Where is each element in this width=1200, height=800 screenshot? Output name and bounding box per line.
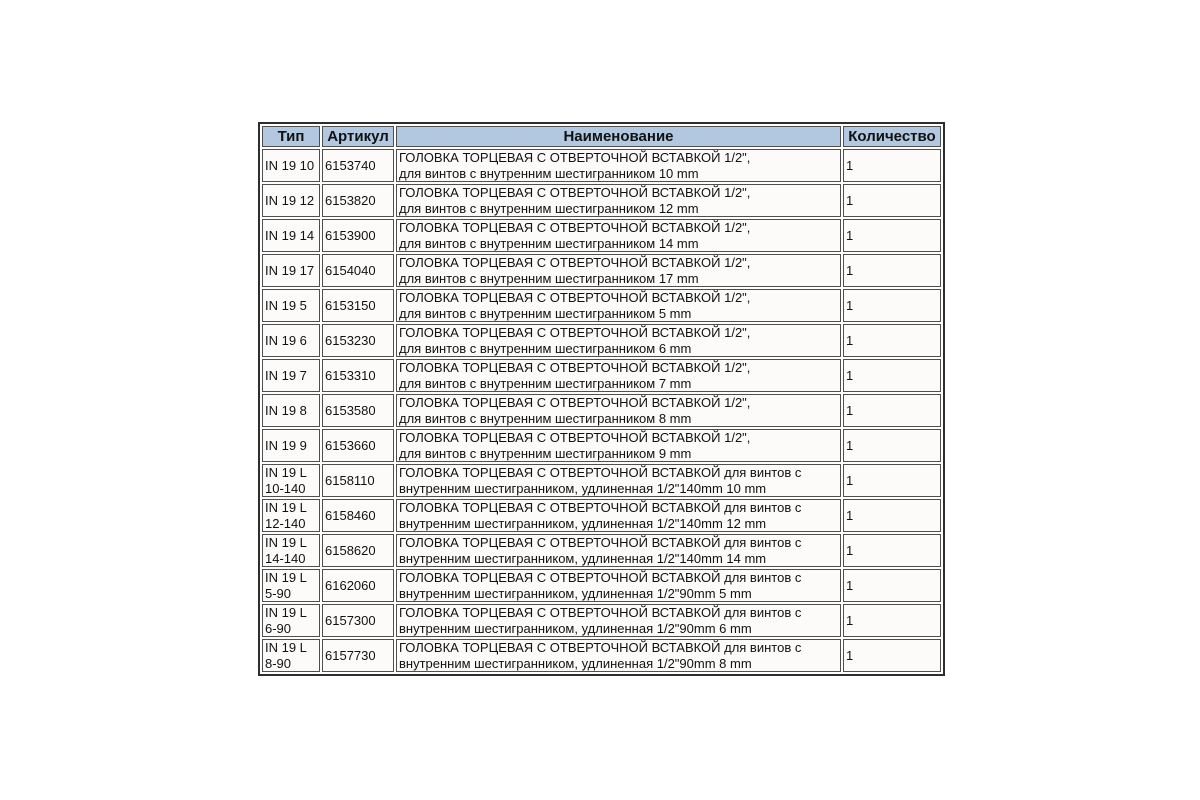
table-row bbox=[262, 219, 941, 252]
table-row bbox=[262, 289, 941, 322]
name-line-2: внутренним шестигранником, удлиненная 1/2"140mm 14 mm bbox=[399, 550, 767, 566]
column-header-quantity: Количество bbox=[843, 126, 941, 147]
quantity-cell: 1 bbox=[843, 534, 941, 567]
name-line-1: ГОЛОВКА ТОРЦЕВАЯ С ОТВЕРТОЧНОЙ ВСТАВКОЙ для винтов с bbox=[399, 535, 802, 550]
type-cell: IN 19 7 bbox=[262, 359, 320, 392]
name-line-2: для винтов с внутренним шестигранником 14 mm bbox=[399, 235, 699, 251]
name-line-1: ГОЛОВКА ТОРЦЕВАЯ С ОТВЕРТОЧНОЙ ВСТАВКОЙ для винтов с bbox=[399, 570, 802, 585]
name-line-2: для винтов с внутренним шестигранником 5 mm bbox=[399, 305, 692, 321]
name-cell bbox=[396, 534, 841, 567]
name-cell bbox=[396, 569, 841, 602]
column-header-article: Артикул bbox=[322, 126, 394, 147]
quantity-cell: 1 bbox=[843, 429, 941, 462]
name-line-2: для винтов с внутренним шестигранником 6 mm bbox=[399, 340, 692, 356]
quantity-cell: 1 bbox=[843, 324, 941, 357]
quantity-cell: 1 bbox=[843, 639, 941, 672]
type-cell: IN 19 12 bbox=[262, 184, 320, 217]
type-cell: IN 19 8 bbox=[262, 394, 320, 427]
name-cell bbox=[396, 639, 841, 672]
quantity-cell: 1 bbox=[843, 184, 941, 217]
type-cell: IN 19 L 12-140 bbox=[262, 499, 320, 532]
article-cell: 6153900 bbox=[322, 219, 394, 252]
article-cell: 6153660 bbox=[322, 429, 394, 462]
article-cell: 6153230 bbox=[322, 324, 394, 357]
type-cell: IN 19 L 10-140 bbox=[262, 464, 320, 497]
type-cell: IN 19 L 14-140 bbox=[262, 534, 320, 567]
column-header-name: Наименование bbox=[396, 126, 841, 147]
name-line-2: для винтов с внутренним шестигранником 9 mm bbox=[399, 445, 692, 461]
type-cell: IN 19 L 8-90 bbox=[262, 639, 320, 672]
name-line-1: ГОЛОВКА ТОРЦЕВАЯ С ОТВЕРТОЧНОЙ ВСТАВКОЙ для винтов с bbox=[399, 465, 802, 480]
table-row bbox=[262, 254, 941, 287]
name-line-1: ГОЛОВКА ТОРЦЕВАЯ С ОТВЕРТОЧНОЙ ВСТАВКОЙ 1/2", bbox=[399, 150, 751, 165]
article-cell: 6153310 bbox=[322, 359, 394, 392]
quantity-cell: 1 bbox=[843, 569, 941, 602]
name-cell bbox=[396, 394, 841, 427]
name-cell bbox=[396, 324, 841, 357]
name-line-2: внутренним шестигранником, удлиненная 1/2"90mm 8 mm bbox=[399, 655, 752, 671]
name-line-2: для винтов с внутренним шестигранником 10 mm bbox=[399, 165, 699, 181]
article-cell: 6153150 bbox=[322, 289, 394, 322]
quantity-cell: 1 bbox=[843, 464, 941, 497]
name-line-2: внутренним шестигранником, удлиненная 1/2"140mm 12 mm bbox=[399, 515, 767, 531]
name-cell bbox=[396, 604, 841, 637]
type-cell: IN 19 L 5-90 bbox=[262, 569, 320, 602]
type-cell: IN 19 10 bbox=[262, 149, 320, 182]
name-line-2: для винтов с внутренним шестигранником 7 mm bbox=[399, 375, 692, 391]
quantity-cell: 1 bbox=[843, 289, 941, 322]
article-cell: 6153740 bbox=[322, 149, 394, 182]
table-row bbox=[262, 499, 941, 532]
products-table-container bbox=[258, 122, 945, 676]
quantity-cell: 1 bbox=[843, 604, 941, 637]
name-line-2: для винтов с внутренним шестигранником 12 mm bbox=[399, 200, 699, 216]
name-line-2: внутренним шестигранником, удлиненная 1/2"90mm 5 mm bbox=[399, 585, 752, 601]
table-row bbox=[262, 639, 941, 672]
products-table bbox=[258, 122, 945, 676]
name-cell bbox=[396, 429, 841, 462]
column-header-type: Тип bbox=[262, 126, 320, 147]
header-row bbox=[262, 126, 941, 147]
table-row bbox=[262, 324, 941, 357]
name-line-1: ГОЛОВКА ТОРЦЕВАЯ С ОТВЕРТОЧНОЙ ВСТАВКОЙ 1/2", bbox=[399, 430, 751, 445]
article-cell: 6153820 bbox=[322, 184, 394, 217]
quantity-cell: 1 bbox=[843, 499, 941, 532]
name-line-1: ГОЛОВКА ТОРЦЕВАЯ С ОТВЕРТОЧНОЙ ВСТАВКОЙ для винтов с bbox=[399, 605, 802, 620]
table-row bbox=[262, 149, 941, 182]
article-cell: 6153580 bbox=[322, 394, 394, 427]
type-cell: IN 19 14 bbox=[262, 219, 320, 252]
name-line-1: ГОЛОВКА ТОРЦЕВАЯ С ОТВЕРТОЧНОЙ ВСТАВКОЙ 1/2", bbox=[399, 185, 751, 200]
article-cell: 6158620 bbox=[322, 534, 394, 567]
article-cell: 6157730 bbox=[322, 639, 394, 672]
quantity-cell: 1 bbox=[843, 149, 941, 182]
name-line-2: для винтов с внутренним шестигранником 8 mm bbox=[399, 410, 692, 426]
name-line-1: ГОЛОВКА ТОРЦЕВАЯ С ОТВЕРТОЧНОЙ ВСТАВКОЙ 1/2", bbox=[399, 255, 751, 270]
name-cell bbox=[396, 464, 841, 497]
name-cell bbox=[396, 254, 841, 287]
name-line-2: внутренним шестигранником, удлиненная 1/2"140mm 10 mm bbox=[399, 480, 767, 496]
name-cell bbox=[396, 149, 841, 182]
name-line-1: ГОЛОВКА ТОРЦЕВАЯ С ОТВЕРТОЧНОЙ ВСТАВКОЙ для винтов с bbox=[399, 640, 802, 655]
article-cell: 6154040 bbox=[322, 254, 394, 287]
table-row bbox=[262, 184, 941, 217]
table-row bbox=[262, 464, 941, 497]
quantity-cell: 1 bbox=[843, 254, 941, 287]
table-row bbox=[262, 394, 941, 427]
type-cell: IN 19 L 6-90 bbox=[262, 604, 320, 637]
quantity-cell: 1 bbox=[843, 394, 941, 427]
name-cell bbox=[396, 219, 841, 252]
name-cell bbox=[396, 359, 841, 392]
name-line-1: ГОЛОВКА ТОРЦЕВАЯ С ОТВЕРТОЧНОЙ ВСТАВКОЙ для винтов с bbox=[399, 500, 802, 515]
name-cell bbox=[396, 289, 841, 322]
article-cell: 6162060 bbox=[322, 569, 394, 602]
table-row bbox=[262, 604, 941, 637]
type-cell: IN 19 9 bbox=[262, 429, 320, 462]
quantity-cell: 1 bbox=[843, 219, 941, 252]
name-line-1: ГОЛОВКА ТОРЦЕВАЯ С ОТВЕРТОЧНОЙ ВСТАВКОЙ 1/2", bbox=[399, 395, 751, 410]
name-line-1: ГОЛОВКА ТОРЦЕВАЯ С ОТВЕРТОЧНОЙ ВСТАВКОЙ 1/2", bbox=[399, 325, 751, 340]
quantity-cell: 1 bbox=[843, 359, 941, 392]
name-line-2: внутренним шестигранником, удлиненная 1/2"90mm 6 mm bbox=[399, 620, 752, 636]
name-cell bbox=[396, 184, 841, 217]
type-cell: IN 19 6 bbox=[262, 324, 320, 357]
table-row bbox=[262, 569, 941, 602]
article-cell: 6158110 bbox=[322, 464, 394, 497]
article-cell: 6158460 bbox=[322, 499, 394, 532]
name-line-1: ГОЛОВКА ТОРЦЕВАЯ С ОТВЕРТОЧНОЙ ВСТАВКОЙ 1/2", bbox=[399, 220, 751, 235]
table-row bbox=[262, 359, 941, 392]
article-cell: 6157300 bbox=[322, 604, 394, 637]
name-line-1: ГОЛОВКА ТОРЦЕВАЯ С ОТВЕРТОЧНОЙ ВСТАВКОЙ 1/2", bbox=[399, 360, 751, 375]
name-line-1: ГОЛОВКА ТОРЦЕВАЯ С ОТВЕРТОЧНОЙ ВСТАВКОЙ 1/2", bbox=[399, 290, 751, 305]
type-cell: IN 19 17 bbox=[262, 254, 320, 287]
table-row bbox=[262, 429, 941, 462]
table-row bbox=[262, 534, 941, 567]
name-cell bbox=[396, 499, 841, 532]
name-line-2: для винтов с внутренним шестигранником 17 mm bbox=[399, 270, 699, 286]
type-cell: IN 19 5 bbox=[262, 289, 320, 322]
